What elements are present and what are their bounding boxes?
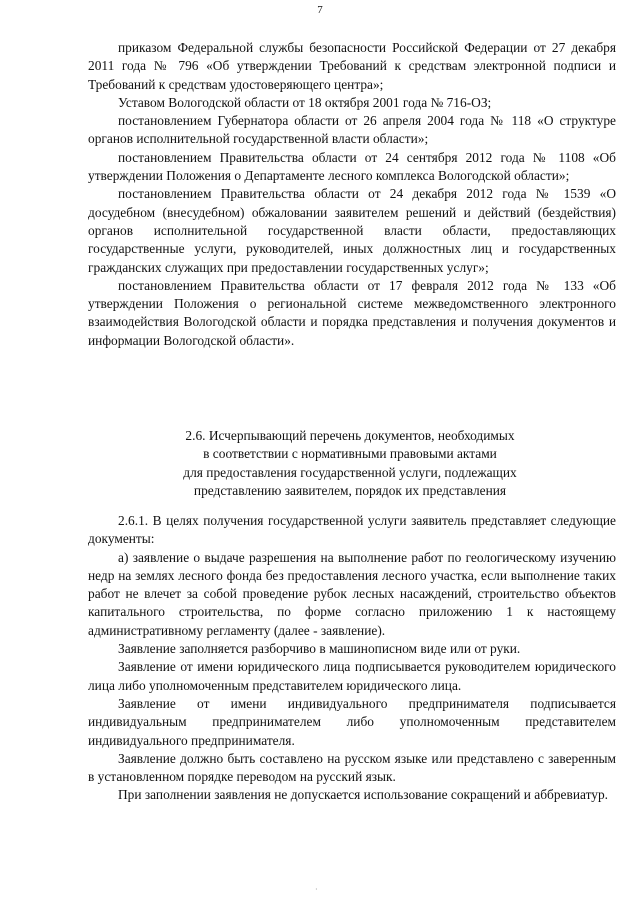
paragraph: Заявление от имени индивидуального предпринимателя подписывается индивидуальным предпринимателем либо уполномоченным представителем индивидуального предпринимателя. xyxy=(88,695,616,748)
heading-line: представлению заявителем, порядок их представления xyxy=(193,482,507,498)
paragraph: постановлением Правительства области от 24 декабря 2012 года № 1539 «О досудебном (внесудебном) обжаловании заявителем решений и действий (бездействия) органов исполнительной государственной власти области, предоставляющих государственные услуги, руководителей, иных должностных лиц и государственных гражданских служащих при предоставлении государственных услуг»; xyxy=(88,186,616,275)
paragraph: Заявление заполняется разборчиво в машинописном виде или от руки. xyxy=(118,641,521,657)
paragraph: Заявление должно быть составлено на русском языке или представлено с заверенным в установленном порядке переводом на русский язык. xyxy=(88,750,616,785)
heading-line: 2.6. Исчерпывающий перечень документов, необходимых xyxy=(185,428,515,443)
scan-speck: · xyxy=(315,885,318,894)
section-heading xyxy=(150,427,550,500)
heading-line: в соответствии с нормативными правовыми актами xyxy=(203,446,497,462)
paragraph: 2.6.1. В целях получения государственной услуги заявитель представляет следующие документы: xyxy=(88,513,616,547)
legal-basis-list xyxy=(88,39,616,350)
paragraph: постановлением Губернатора области от 26 апреля 2004 года № 118 «О структуре органов исполнительной государственной власти области»; xyxy=(88,113,616,147)
paragraph: Заявление от имени юридического лица подписывается руководителем юридического лица либо уполномоченным представителем юридического лица. xyxy=(88,659,616,693)
paragraph: постановлением Правительства области от 17 февраля 2012 года № 133 «Об утверждении Положения о региональной системе межведомственного электронного взаимодействия Вологодской области и порядка представления и получения документов и информации Вологодской области». xyxy=(88,277,616,348)
paragraph: Уставом Вологодской области от 18 октября 2001 года № 716-ОЗ; xyxy=(118,94,492,110)
paragraph: постановлением Правительства области от 24 сентября 2012 года № 1108 «Об утверждении Положения о Департаменте лесного комплекса Вологодской области»; xyxy=(88,149,616,184)
paragraph: а) заявление о выдаче разрешения на выполнение работ по геологическому изучению недр на землях лесного фонда без предоставления лесного участка, если выполнение таких работ не влечет за собой проведение рубок лесных насаждений, строительство объектов капитального строительства, по форме согласно приложению 1 к настоящему административному регламенту (далее - заявление). xyxy=(88,549,616,638)
documents-list xyxy=(88,512,616,805)
paragraph: При заполнении заявления не допускается использование сокращений и аббревиатур. xyxy=(118,787,608,803)
paragraph: приказом Федеральной службы безопасности Российской Федерации от 27 декабря 2011 года № 796 «Об утверждении Требований к средствам электронной подписи и Требований к средствам удостоверяющего центра»; xyxy=(88,40,616,92)
page-number: 7 xyxy=(317,4,323,16)
heading-line: для предоставления государственной услуги, подлежащих xyxy=(183,464,517,480)
